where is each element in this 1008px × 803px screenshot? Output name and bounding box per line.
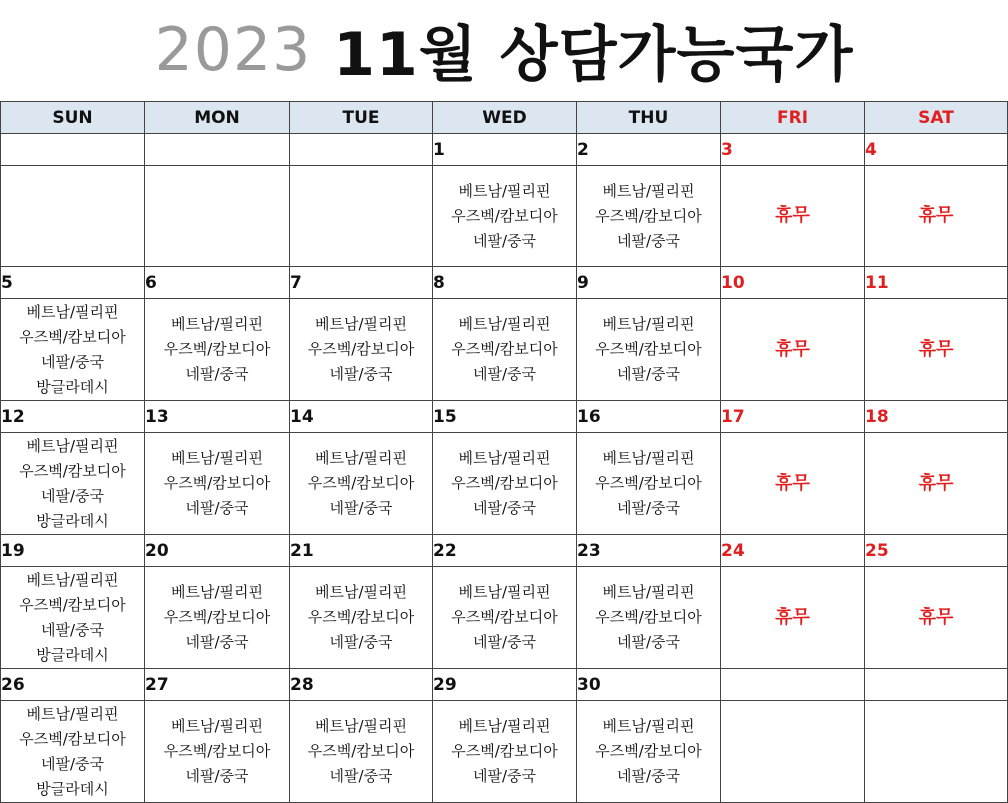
date-number: 19 [1, 535, 145, 567]
day-cell [1, 567, 145, 669]
date-number [290, 134, 433, 166]
country-line: 우즈벡/캄보디아 [19, 729, 126, 748]
country-line: 우즈벡/캄보디아 [451, 608, 558, 626]
country-line: 베트남/필리핀 [171, 583, 263, 601]
day-cell [721, 299, 865, 401]
date-number: 25 [865, 535, 1008, 567]
week-3-content-row [1, 433, 1008, 535]
holiday-label: 휴무 [775, 205, 810, 226]
country-line: 우즈벡/캄보디아 [595, 742, 702, 760]
country-line: 네팔/중국 [472, 767, 536, 785]
country-line: 네팔/중국 [185, 633, 249, 651]
day-cell [577, 433, 721, 535]
weekday-header-thu: THU [577, 102, 721, 134]
day-cell [145, 433, 290, 535]
country-line: 우즈벡/캄보디아 [451, 340, 558, 358]
country-line: 네팔/중국 [616, 499, 680, 517]
country-line: 우즈벡/캄보디아 [307, 608, 415, 626]
country-line: 베트남/필리핀 [458, 717, 551, 735]
country-line: 네팔/중국 [329, 767, 393, 785]
country-line: 베트남/필리핀 [458, 583, 551, 601]
week-1-date-row [1, 134, 1008, 166]
country-line: 방글라데시 [36, 779, 109, 798]
country-line: 베트남/필리핀 [602, 181, 695, 200]
day-cell [145, 299, 290, 401]
country-line: 네팔/중국 [616, 633, 680, 651]
day-cell [721, 166, 865, 267]
country-line: 베트남/필리핀 [315, 583, 407, 601]
date-number: 7 [290, 267, 433, 299]
day-cell [290, 166, 433, 267]
date-number: 26 [1, 669, 145, 701]
date-number: 5 [1, 267, 145, 299]
country-line: 네팔/중국 [40, 754, 104, 773]
day-cell [1, 701, 145, 803]
country-line: 우즈벡/캄보디아 [163, 608, 271, 626]
country-line: 베트남/필리핀 [26, 570, 119, 589]
day-cell [577, 166, 721, 267]
country-line: 베트남/필리핀 [315, 449, 407, 467]
day-cell [145, 701, 290, 803]
country-line: 네팔/중국 [329, 633, 393, 651]
country-line: 우즈벡/캄보디아 [307, 742, 415, 760]
date-number: 9 [577, 267, 721, 299]
country-line: 우즈벡/캄보디아 [19, 595, 126, 614]
country-line: 방글라데시 [36, 645, 109, 664]
country-line: 네팔/중국 [329, 365, 393, 383]
day-cell [290, 433, 433, 535]
date-number: 21 [290, 535, 433, 567]
country-line: 베트남/필리핀 [26, 704, 119, 723]
day-cell [433, 166, 577, 267]
country-line: 베트남/필리핀 [602, 449, 695, 467]
date-number: 22 [433, 535, 577, 567]
country-line: 우즈벡/캄보디아 [307, 340, 415, 358]
country-line: 우즈벡/캄보디아 [19, 461, 126, 480]
date-number: 6 [145, 267, 290, 299]
day-cell [290, 299, 433, 401]
country-line: 베트남/필리핀 [171, 717, 263, 735]
country-line: 우즈벡/캄보디아 [595, 206, 702, 225]
date-number: 10 [721, 267, 865, 299]
country-line: 베트남/필리핀 [602, 315, 695, 333]
date-number: 2 [577, 134, 721, 166]
country-line: 우즈벡/캄보디아 [595, 340, 702, 358]
holiday-label: 휴무 [918, 338, 954, 360]
day-cell [433, 299, 577, 401]
weekday-header-mon: MON [145, 102, 290, 134]
country-line: 베트남/필리핀 [602, 717, 695, 735]
country-line: 베트남/필리핀 [26, 302, 119, 321]
date-number: 13 [145, 401, 290, 433]
country-line: 베트남/필리핀 [602, 583, 695, 601]
country-line: 방글라데시 [36, 377, 109, 396]
country-line: 네팔/중국 [185, 499, 249, 517]
date-number: 23 [577, 535, 721, 567]
country-line: 베트남/필리핀 [315, 717, 407, 735]
country-line: 베트남/필리핀 [458, 449, 551, 467]
holiday-label: 휴무 [918, 606, 954, 628]
day-cell [865, 166, 1008, 267]
day-cell [577, 701, 721, 803]
holiday-label: 휴무 [918, 472, 954, 494]
date-number: 18 [865, 401, 1008, 433]
country-line: 베트남/필리핀 [26, 436, 119, 455]
date-number: 17 [721, 401, 865, 433]
week-5-content-row [1, 701, 1008, 803]
country-line: 우즈벡/캄보디아 [595, 608, 702, 626]
week-3-date-row [1, 401, 1008, 433]
country-line: 우즈벡/캄보디아 [595, 474, 702, 492]
holiday-label: 휴무 [918, 205, 954, 226]
date-number: 28 [290, 669, 433, 701]
calendar-table [0, 101, 1008, 803]
country-line: 네팔/중국 [472, 499, 536, 517]
day-cell [1, 299, 145, 401]
country-line: 우즈벡/캄보디아 [307, 474, 415, 492]
week-4-date-row [1, 535, 1008, 567]
weekday-header-tue: TUE [290, 102, 433, 134]
date-number: 12 [1, 401, 145, 433]
holiday-label: 휴무 [775, 338, 810, 360]
date-number: 8 [433, 267, 577, 299]
country-line: 우즈벡/캄보디아 [451, 206, 558, 225]
weekday-header-sat: SAT [865, 102, 1008, 134]
country-line: 우즈벡/캄보디아 [163, 742, 271, 760]
country-line: 네팔/중국 [616, 231, 680, 250]
country-line: 네팔/중국 [329, 499, 393, 517]
country-line: 네팔/중국 [40, 352, 104, 371]
date-number: 30 [577, 669, 721, 701]
country-line: 네팔/중국 [616, 767, 680, 785]
weekday-header-fri: FRI [721, 102, 865, 134]
weekday-header-sun: SUN [1, 102, 145, 134]
date-number [865, 669, 1008, 701]
country-line: 우즈벡/캄보디아 [163, 474, 271, 492]
date-number [721, 669, 865, 701]
date-number: 16 [577, 401, 721, 433]
holiday-label: 휴무 [775, 472, 810, 494]
country-line: 우즈벡/캄보디아 [163, 340, 271, 358]
title-text: 11월 상담가능국가 [333, 20, 854, 90]
title-year: 2023 [154, 15, 312, 85]
date-number: 20 [145, 535, 290, 567]
country-line: 네팔/중국 [40, 486, 104, 505]
date-number: 11 [865, 267, 1008, 299]
day-cell [577, 299, 721, 401]
country-line: 네팔/중국 [40, 620, 104, 639]
country-line: 베트남/필리핀 [171, 449, 263, 467]
date-number: 4 [865, 134, 1008, 166]
page-title [0, 0, 1008, 100]
day-cell [865, 567, 1008, 669]
day-cell [1, 433, 145, 535]
day-cell [721, 701, 865, 803]
date-number: 24 [721, 535, 865, 567]
country-line: 방글라데시 [36, 511, 109, 530]
country-line: 네팔/중국 [472, 365, 536, 383]
date-number: 27 [145, 669, 290, 701]
day-cell [145, 166, 290, 267]
date-number: 1 [433, 134, 577, 166]
week-2-date-row [1, 267, 1008, 299]
day-cell [865, 433, 1008, 535]
date-number [1, 134, 145, 166]
day-cell [577, 567, 721, 669]
week-1-content-row [1, 166, 1008, 267]
date-number [145, 134, 290, 166]
country-line: 네팔/중국 [616, 365, 680, 383]
week-4-content-row [1, 567, 1008, 669]
country-line: 베트남/필리핀 [315, 315, 407, 333]
day-cell [433, 567, 577, 669]
country-line: 베트남/필리핀 [458, 181, 551, 200]
week-5-date-row [1, 669, 1008, 701]
day-cell [865, 701, 1008, 803]
country-line: 우즈벡/캄보디아 [451, 474, 558, 492]
day-cell [145, 567, 290, 669]
day-cell [721, 567, 865, 669]
day-cell [865, 299, 1008, 401]
week-2-content-row [1, 299, 1008, 401]
weekday-header-wed: WED [433, 102, 577, 134]
day-cell [433, 433, 577, 535]
country-line: 네팔/중국 [185, 767, 249, 785]
day-cell [290, 701, 433, 803]
country-line: 베트남/필리핀 [171, 315, 263, 333]
date-number: 15 [433, 401, 577, 433]
day-cell [433, 701, 577, 803]
day-cell [290, 567, 433, 669]
day-cell [721, 433, 865, 535]
country-line: 네팔/중국 [472, 633, 536, 651]
country-line: 네팔/중국 [185, 365, 249, 383]
date-number: 14 [290, 401, 433, 433]
date-number: 29 [433, 669, 577, 701]
country-line: 우즈벡/캄보디아 [451, 742, 558, 760]
country-line: 네팔/중국 [472, 231, 536, 250]
day-cell [1, 166, 145, 267]
weekday-header-row [1, 102, 1008, 134]
country-line: 베트남/필리핀 [458, 315, 551, 333]
country-line: 우즈벡/캄보디아 [19, 327, 126, 346]
date-number: 3 [721, 134, 865, 166]
holiday-label: 휴무 [775, 606, 810, 628]
